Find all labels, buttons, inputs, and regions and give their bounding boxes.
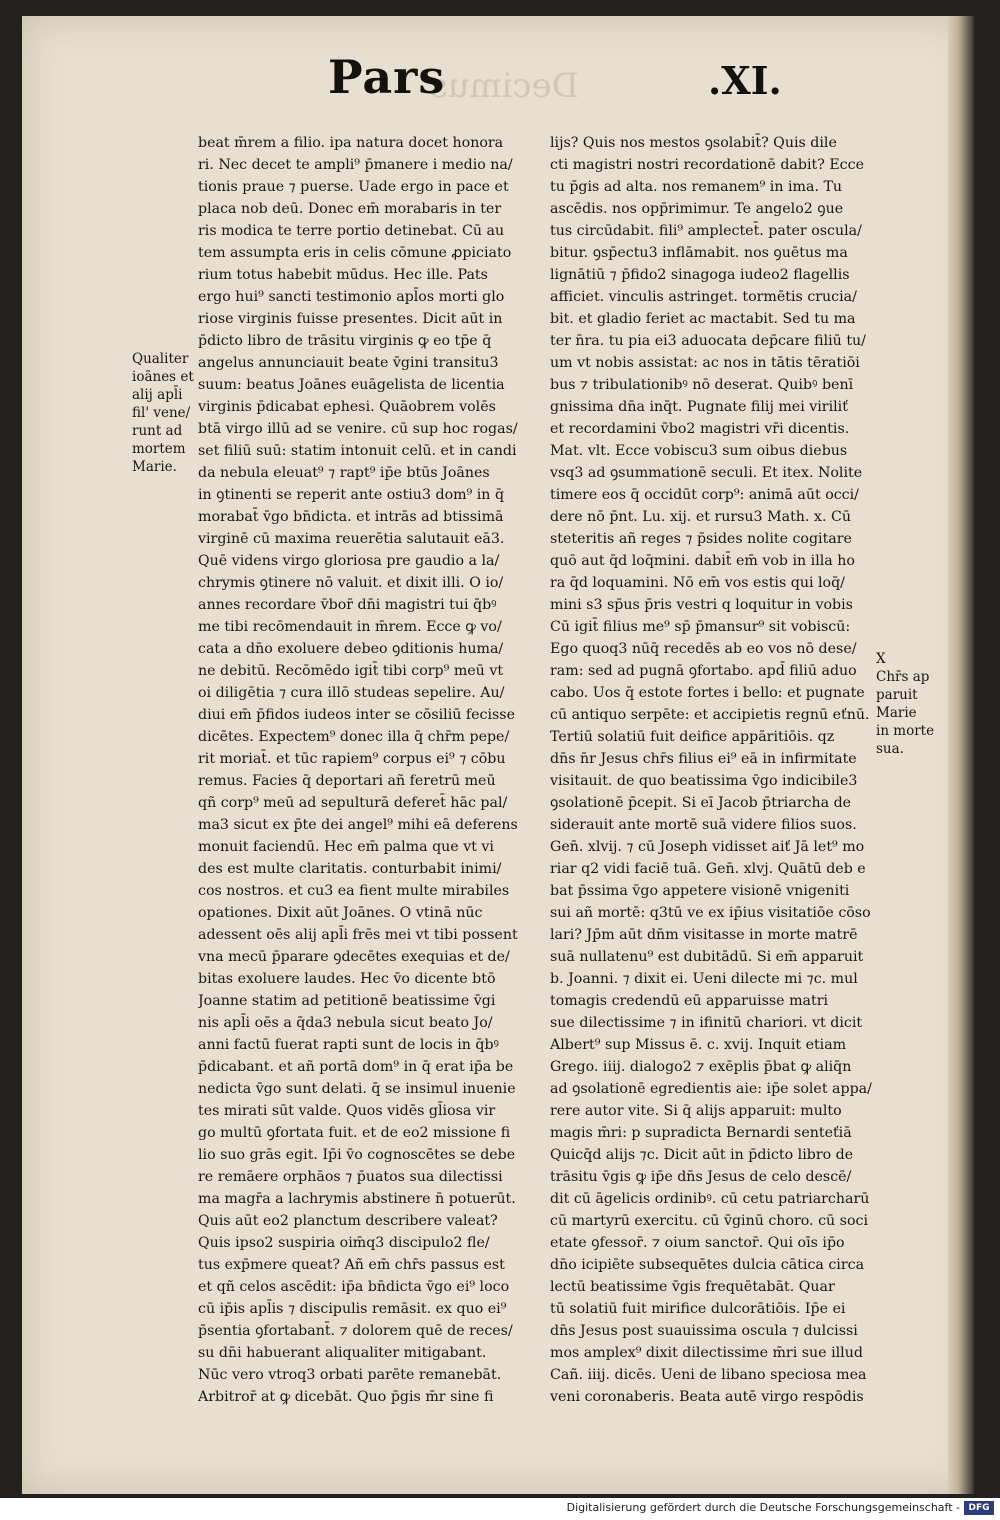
text-line: angelus annunciauit beate v̄gini transitu3 bbox=[198, 355, 499, 371]
text-line: dn̄s Jesus post suauissima oscula ⁊ dulcissi bbox=[550, 1323, 858, 1339]
text-line: ne debitū. Recōmēdo igit̄ tibi corp⁹ meū vt bbox=[198, 663, 504, 679]
text-line: Quis ipso2 suspiria oim̄q3 discipulo2 fle/ bbox=[198, 1235, 490, 1251]
bleed-through-text: Decimus bbox=[430, 66, 579, 106]
text-line: virginē cū maxima reuerētia salutauit eā3. bbox=[198, 531, 505, 547]
margin-note-line: runt ad bbox=[132, 423, 183, 439]
text-line: ergo hui⁹ sancti testimonio apl̄os morti glo bbox=[198, 289, 505, 305]
text-line: Cañ. iiij. dicēs. Ueni de libano speciosa mea bbox=[550, 1367, 867, 1383]
text-line: ri. Nec decet te ampli⁹ p̄manere i medio na/ bbox=[198, 157, 513, 173]
footer-bar bbox=[0, 1498, 1000, 1520]
margin-note-line: in morte bbox=[876, 723, 935, 739]
text-line: morabat̄ v̄go bn̄dicta. et intrās ad btissimā bbox=[198, 509, 504, 525]
text-line: rit moriat̄. et tūc rapiem⁹ corpus ei⁹ ⁊ cōbu bbox=[198, 751, 506, 767]
funding-credit: Digitalisierung gefördert durch die Deutsche Forschungsgemeinschaft - bbox=[566, 1501, 960, 1514]
text-line: diui em̄ p̄fidos iudeos inter se cōsiliū fecisse bbox=[198, 707, 515, 723]
text-line: Tertiū solatiū fuit deifice appāritiōis. qz bbox=[550, 729, 835, 745]
text-line: anni factū fuerat rapti sunt de locis in q̄bꝰ bbox=[198, 1037, 499, 1053]
text-line: dicētes. Expectem⁹ donec illa q̄ chr̄m pepe/ bbox=[198, 729, 510, 745]
text-line: et qñ celos ascēdit: ip̄a bn̄dicta v̄go ei⁹ loco bbox=[198, 1279, 510, 1295]
text-line: bit. et gladio feriet ac mactabit. Sed tu ma bbox=[550, 311, 856, 327]
text-line: remus. Facies q̄ deportari añ feretrū meū bbox=[198, 773, 496, 789]
text-line: magis m̄ri: p supradicta Bernardi senteťiā bbox=[550, 1125, 852, 1141]
margin-note-line: X bbox=[876, 651, 886, 667]
text-line: ra q̄d loquamini. Nō em̄ vos estis qui loq̄/ bbox=[550, 575, 845, 591]
left-text-column bbox=[198, 132, 536, 1408]
text-line: rere autor vite. Si q̄ alijs apparuit: multo bbox=[550, 1103, 842, 1119]
text-line: p̄dicto libro de trāsitu virginis ꝙ eo tp̄e q̄ bbox=[198, 333, 492, 349]
text-line: bat p̄ssima v̄go appetere visionē vnigeniti bbox=[550, 883, 850, 899]
text-line: chrymis ꝯtinere nō valuit. et dixit illi. O io/ bbox=[198, 575, 504, 591]
page-edge bbox=[948, 16, 974, 1494]
text-line: beat m̄rem a filio. ipa natura docet honora bbox=[198, 135, 504, 151]
text-line: etate ꝯfessor̄. ⁊ oium sanctor̄. Qui oīs ip̄o bbox=[550, 1235, 845, 1251]
text-line: ad ꝯsolationē egredientis aie: ip̄e solet appa/ bbox=[550, 1081, 872, 1097]
margin-note-line: Marie bbox=[876, 705, 917, 721]
text-line: cata a dn̄o exoluere debeo ꝯditionis huma/ bbox=[198, 641, 504, 657]
text-line: Cū igit̄ filius me⁹ sp̄ p̄mansur⁹ sit vobiscū: bbox=[550, 619, 851, 635]
margin-note-line: Marie. bbox=[132, 459, 177, 475]
text-line: lijs? Quis nos mestos ꝯsolabit̄? Quis dile bbox=[550, 135, 837, 151]
folio-number: .XI. bbox=[708, 58, 782, 103]
text-line: da nebula eleuat⁹ ⁊ rapt⁹ ip̄e btūs Joānes bbox=[198, 465, 490, 481]
text-line: placa nob deū. Donec em̄ morabaris in ter bbox=[198, 201, 502, 217]
text-line: des est multe claritatis. conturbabit inimi/ bbox=[198, 861, 502, 877]
text-line: trāsitu v̄gis ꝙ ip̄e dn̄s Jesus de celo descē/ bbox=[550, 1169, 852, 1185]
text-line: suā nullatenu⁹ est dubitādū. Si em̄ apparuit bbox=[550, 949, 864, 965]
text-line: lio suo grās egit. Ip̄i v̄o cognoscētes se debe bbox=[198, 1147, 516, 1163]
text-line: ma magr̄a a lachrymis abstinere n̄ potuerūt. bbox=[198, 1191, 516, 1207]
text-line: dn̄o icipiēte subsequētes dulcia cātica circa bbox=[550, 1257, 865, 1273]
text-line: lignātiū ⁊ p̄fido2 sinagoga iudeo2 flagellis bbox=[550, 267, 850, 283]
text-line: tu p̄gis ad alta. nos remanem⁹ in ima. Tu bbox=[550, 179, 843, 195]
text-line: siderauit ante mortē suā videre filios suos. bbox=[550, 817, 857, 833]
text-line: virginis p̄dicabat ephesi. Quāobrem volēs bbox=[198, 399, 496, 415]
text-line: ter n̄ra. tu pia ei3 aduocata dep̄care filiū tu/ bbox=[550, 333, 866, 349]
text-line: steteritis añ reges ⁊ p̄sides nolite cogitare bbox=[550, 531, 852, 547]
text-line: ꝯsolationē p̄cepit. Si eī Jacob p̄triarcha de bbox=[550, 795, 852, 811]
text-line: bus ⁊ tribulationibꝰ nō deserat. Quibꝰ benī bbox=[550, 377, 854, 393]
text-line: nedicta v̄go sunt delati. q̄ se insimul inuenie bbox=[198, 1081, 516, 1097]
right-text-column bbox=[550, 132, 910, 1408]
margin-note-line: mortem bbox=[132, 441, 186, 457]
text-line: tus exp̄mere queat? Añ em̄ chr̄s passus est bbox=[198, 1257, 505, 1273]
text-line: Grego. iiij. dialogo2 ⁊ exēplis p̄bat ꝙ aliq̄n bbox=[550, 1059, 852, 1075]
text-line: Quis aūt eo2 planctum describere valeat? bbox=[198, 1213, 498, 1229]
text-line: mos amplex⁹ dixit dilectissime m̄ri sue illud bbox=[550, 1345, 863, 1361]
text-line: Mat. vlt. Ecce vobiscu3 sum oibus diebus bbox=[550, 443, 848, 459]
text-line: opationes. Dixit aūt Joānes. O vtinā nūc bbox=[198, 905, 483, 921]
text-line: re remāere orphāos ⁊ p̄uatos sua dilectissi bbox=[198, 1169, 503, 1185]
text-line: Ego quoq3 nūq̄ recedēs ab eo vos nō dese/ bbox=[550, 641, 857, 657]
text-line: Quicq̄d alijs ⁊c. Dicit aūt in p̄dicto libro de bbox=[550, 1147, 854, 1163]
text-line: Nūc vero vtroq3 orbati parēte remanebāt. bbox=[198, 1367, 502, 1383]
text-line: tionis praue ⁊ puerse. Uade ergo in pace et bbox=[198, 179, 509, 195]
text-line: Joanne statim ad petitionē beatissime v̄gi bbox=[198, 993, 496, 1009]
text-line: p̄dicabant. et añ portā dom⁹ in q̄ erat ip̄a be bbox=[198, 1059, 514, 1075]
text-line: me tibi recōmendauit in m̄rem. Ecce ꝙ vo/ bbox=[198, 619, 502, 635]
text-line: ris modica te terre portio detinebat. Cū au bbox=[198, 223, 505, 239]
text-line: dere nō p̄nt. Lu. xij. et rursu3 Math. x. Cū bbox=[550, 509, 851, 525]
text-line: ram: sed ad pugnā ꝯfortabo. apd̄ filiū aduo bbox=[550, 663, 857, 679]
margin-note-line: paruit bbox=[876, 687, 918, 703]
text-line: ma3 sicut ex p̄te dei angel⁹ mihi eā deferens bbox=[198, 817, 518, 833]
text-line: et recordamini v̄bo2 magistri vr̄i dicentis. bbox=[550, 421, 850, 437]
margin-note-line: alij apl̄i bbox=[132, 387, 183, 403]
text-line: riose virginis fuisse presentes. Dicit aūt in bbox=[198, 311, 503, 327]
text-line: afficiet. vinculis astringet. tormētis crucia/ bbox=[550, 289, 857, 305]
text-line: mini s3 sp̄us p̄ris vestri q loquitur in vobis bbox=[550, 597, 853, 613]
text-line: in ꝯtinenti se reperit ante ostiu3 dom⁹ in q̄ bbox=[198, 487, 505, 503]
text-line: cū antiquo serpēte: et accipietis regnū eťnū. bbox=[550, 707, 870, 723]
margin-note-line: ioānes et bbox=[132, 369, 194, 385]
text-line: sui añ mortē: q3tū ve ex ip̄ius visitatiōe cōso bbox=[550, 905, 871, 921]
text-line: veni coronaberis. Beata autē virgo respōdis bbox=[550, 1389, 864, 1405]
text-line: tus circūdabit. fili⁹ amplectet̄. pater oscula/ bbox=[550, 223, 862, 239]
text-line: b. Joanni. ⁊ dixit ei. Ueni dilecte mi ⁊c. mul bbox=[550, 971, 858, 987]
text-line: dn̄s n̄r Jesus chr̄s filius ei⁹ eā in infirmitate bbox=[550, 751, 857, 767]
text-line: Gen̄. xlvij. ⁊ cū Joseph vidisset aiť Jā let⁹ mo bbox=[550, 839, 865, 855]
margin-note-line: fil' vene/ bbox=[132, 405, 191, 421]
text-line: bitas exoluere laudes. Hec v̄o dicente btō bbox=[198, 971, 496, 987]
text-line: p̄sentia ꝯfortabant̄. ⁊ dolorem quē de reces/ bbox=[198, 1323, 513, 1339]
text-line: visitauit. de quo beatissima v̄go indicibile3 bbox=[550, 773, 858, 789]
text-line: bitur. ꝯsp̄ectu3 inflāmabit. nos ꝯuētus ma bbox=[550, 245, 848, 261]
text-line: tomagis credendū eū apparuisse matri bbox=[550, 993, 829, 1009]
right-margin-note bbox=[876, 650, 934, 758]
running-title: Pars bbox=[328, 50, 446, 104]
margin-note-line: Qualiter bbox=[132, 351, 189, 367]
text-line: annes recordare v̄bor̄ dn̄i magistri tui q̄bꝰ bbox=[198, 597, 497, 613]
text-line: cū ip̄is apl̄is ⁊ discipulis remāsit. ex quo ei⁹ bbox=[198, 1301, 507, 1317]
text-line: tū solatiū fuit mirifice dulcorātiōis. Ip̄e ei bbox=[550, 1301, 846, 1317]
text-line: dit cū āgelicis ordinibꝰ. cū cetu patriarcharū bbox=[550, 1191, 870, 1207]
text-line: cū martyrū exercitu. cū v̄ginū choro. cū soci bbox=[550, 1213, 868, 1229]
text-line: qñ corp⁹ meū ad sepulturā deferet̄ hāc pal/ bbox=[198, 795, 508, 811]
text-line: Albert⁹ sup Missus ē. c. xvij. Inquit etiam bbox=[550, 1037, 847, 1053]
text-line: cti magistri nostri recordationē dabit? Ecce bbox=[550, 157, 864, 173]
text-line: adessent oēs alij apl̄i frēs mei vt tibi possent bbox=[198, 927, 518, 943]
text-line: Quē videns virgo gloriosa pre gaudio a la/ bbox=[198, 553, 500, 569]
text-line: rium totus habebit mūdus. Hec ille. Pats bbox=[198, 267, 488, 283]
text-line: monuit faciendū. Hec em̄ palma que vt vi bbox=[198, 839, 494, 855]
margin-note-line: Chr̄s ap bbox=[876, 669, 930, 685]
text-line: su dn̄i habuerant aliqualiter mitigabant. bbox=[198, 1345, 487, 1361]
dfg-logo: DFG bbox=[964, 1501, 994, 1515]
text-line: ascēdis. nos opp̄rimimur. Te angelo2 ꝯue bbox=[550, 201, 844, 217]
text-line: Arbitror̄ at ꝙ dicebāt. Quo p̄gis m̄r sine fi bbox=[198, 1389, 494, 1405]
text-line: timere eos q̄ occidūt corp⁹: animā aūt occi/ bbox=[550, 487, 859, 503]
text-line: suum: beatus Joānes euāgelista de licentia bbox=[198, 377, 505, 393]
text-line: btā virgo illū ad se venire. cū sup hoc rogas/ bbox=[198, 421, 518, 437]
text-line: go multū ꝯfortata fuit. et de eo2 missione fi bbox=[198, 1125, 511, 1141]
text-line: cabo. Uos q̄ estote fortes i bello: et pugnate bbox=[550, 685, 865, 701]
text-line: tes mirati sūt valde. Quos vidēs gl̄iosa vir bbox=[198, 1103, 496, 1119]
text-line: sue dilectissime ⁊ in ifinitū chariori. vt dicit bbox=[550, 1015, 863, 1031]
text-line: vna mecū p̄parare ꝯdecētes exequias et de/ bbox=[198, 949, 510, 965]
text-line: gnissima dn̄a inq̄t. Pugnate filij mei viriliť bbox=[550, 399, 848, 415]
margin-note-line: sua. bbox=[876, 741, 904, 757]
text-line: nis apl̄i oēs a q̄da3 nebula sicut beato Jo/ bbox=[198, 1015, 493, 1031]
text-line: set filiū suū: statim intonuit celū. et in candi bbox=[198, 443, 517, 459]
text-line: lari? Jp̄m aūt dn̄m visitasse in morte matrē bbox=[550, 927, 858, 943]
text-line: cos nostros. et cu3 ea fient multe mirabiles bbox=[198, 883, 510, 899]
text-line: oi diligētia ⁊ cura illō studeas sepelire. Au/ bbox=[198, 685, 505, 701]
text-line: lectū beatissime v̄gis frequētabāt. Quar bbox=[550, 1279, 835, 1295]
left-margin-note bbox=[132, 350, 194, 476]
text-line: vsq3 ad ꝯsummationē seculi. Et itex. Nolite bbox=[550, 465, 863, 481]
text-line: riar q2 vidi faciē tuā. Gen̄. xlvj. Quātū deb e bbox=[550, 861, 866, 877]
text-line: um vt nobis assistat: ac nos in tātis tēratiōi bbox=[550, 355, 860, 371]
text-line: quō aut q̄d loq̄mini. dabit̄ em̄ vob in illa ho bbox=[550, 553, 855, 569]
text-line: tem assumpta eris in celis cōmune ꝓpiciato bbox=[198, 245, 512, 261]
